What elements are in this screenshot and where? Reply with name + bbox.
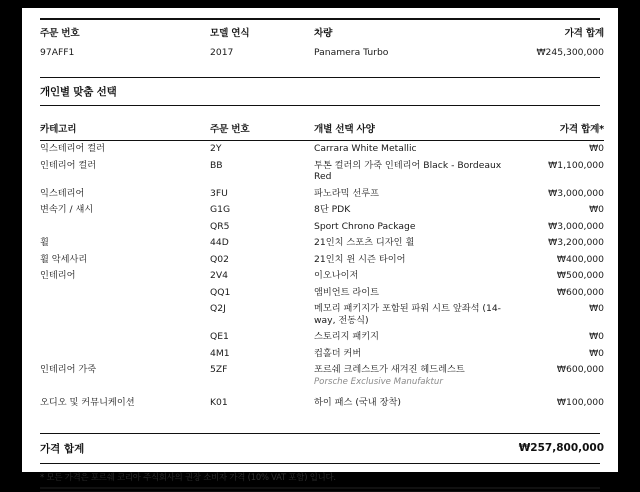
row-code: BB xyxy=(210,159,223,171)
row-option: Carrara White Metallic xyxy=(314,143,417,154)
summary-vehicle: Panamera Turbo xyxy=(314,46,389,58)
table-row xyxy=(40,141,604,158)
options-table xyxy=(40,116,604,411)
row-category: 인테리어 xyxy=(40,270,76,281)
row-category: 익스테리어 컬러 xyxy=(40,143,106,154)
row-price: ₩0 xyxy=(589,347,604,359)
row-price: ₩600,000 xyxy=(556,286,604,298)
summary-header-model-year: 모델 연식 xyxy=(210,28,250,39)
row-option xyxy=(314,362,504,390)
footnote: * 모든 가격은 포르쉐 코리아 주식회사의 권장 소비자 가격 (10% VAT 포함) 입니다. xyxy=(40,471,336,482)
total-value: ₩257,800,000 xyxy=(518,442,605,455)
options-header-row xyxy=(40,116,604,140)
row-code: 5ZF xyxy=(210,364,228,375)
row-option: 파노라믹 선루프 xyxy=(314,187,380,199)
row-option: 21인치 윈 시즌 타이어 xyxy=(314,253,406,265)
row-price: ₩0 xyxy=(589,331,604,342)
table-row xyxy=(40,268,604,285)
row-option: 컵홀더 커버 xyxy=(314,347,362,359)
row-option: 메모리 패키지가 포함된 파워 시트 앞좌석 (14-way, 전동식) xyxy=(314,303,501,326)
row-code: K01 xyxy=(210,396,228,408)
summary-value-row xyxy=(40,44,604,61)
options-header-option: 개별 선택 사양 xyxy=(314,123,375,135)
row-option: 투톤 컬러의 가죽 인테리어 Black - Bordeaux Red xyxy=(314,159,502,182)
row-option: 하이 패스 (국내 장착) xyxy=(314,396,401,408)
summary-header-vehicle: 차량 xyxy=(314,28,333,39)
row-option-text: 포르쉐 크레스트가 새겨진 헤드레스트 xyxy=(314,364,465,375)
table-row xyxy=(40,301,604,329)
row-code: Q2J xyxy=(210,303,226,314)
bottom-divider-thick xyxy=(40,487,600,489)
row-code: QR5 xyxy=(210,220,230,232)
row-price: ₩100,000 xyxy=(556,396,604,408)
summary-order-number: 97AFF1 xyxy=(40,46,75,58)
document-body xyxy=(22,8,618,482)
row-category xyxy=(40,329,210,346)
total-label: 가격 합계 xyxy=(40,442,85,455)
row-category xyxy=(40,345,210,362)
bottom-rules xyxy=(40,487,600,492)
section-title: 개인별 맞춤 선택 xyxy=(40,85,117,98)
row-category xyxy=(40,301,210,329)
row-price: ₩3,200,000 xyxy=(548,237,604,248)
row-category: 오디오 및 커뮤니케이션 xyxy=(40,396,135,408)
summary-table xyxy=(40,20,604,61)
total-row xyxy=(40,434,604,463)
row-price: ₩600,000 xyxy=(556,364,604,375)
row-category: 익스테리어 xyxy=(40,187,85,199)
options-header-category: 카테고리 xyxy=(40,123,77,135)
options-header-code: 주문 번호 xyxy=(210,123,250,135)
summary-header-row xyxy=(40,20,604,44)
section-gap xyxy=(40,106,600,116)
row-price: ₩0 xyxy=(589,204,604,215)
row-code: 4M1 xyxy=(210,347,230,359)
table-row xyxy=(40,202,604,219)
row-category xyxy=(40,218,210,235)
row-price: ₩3,000,000 xyxy=(548,187,604,199)
row-price: ₩3,000,000 xyxy=(548,220,604,232)
summary-header-order-number: 주문 번호 xyxy=(40,28,80,39)
row-category: 인테리어 가죽 xyxy=(40,364,97,375)
table-row xyxy=(40,362,604,390)
row-option-subnote: Porsche Exclusive Manufaktur xyxy=(314,376,443,387)
table-row xyxy=(40,157,604,185)
row-code: Q02 xyxy=(210,253,229,265)
summary-header-total-price: 가격 합계 xyxy=(564,28,604,39)
total-table xyxy=(40,434,604,463)
row-option: 앰비언트 라이트 xyxy=(314,286,380,298)
row-option: 21인치 스포츠 디자인 휠 xyxy=(314,237,415,248)
row-code: 3FU xyxy=(210,187,228,199)
row-code: QQ1 xyxy=(210,286,231,298)
document-page xyxy=(22,8,618,482)
row-category: 휠 xyxy=(40,237,49,248)
options-header-price: 가격 합계* xyxy=(559,123,604,135)
row-category: 인테리어 컬러 xyxy=(40,159,97,171)
row-code: G1G xyxy=(210,204,231,215)
summary-model-year: 2017 xyxy=(210,46,234,58)
table-row xyxy=(40,235,604,252)
row-code: QE1 xyxy=(210,331,229,342)
table-row xyxy=(40,284,604,301)
row-code: 44D xyxy=(210,237,229,248)
table-row xyxy=(40,218,604,235)
summary-total-price: ₩245,300,000 xyxy=(536,46,604,58)
row-price: ₩1,100,000 xyxy=(548,159,604,171)
row-category: 휠 악세사리 xyxy=(40,253,88,265)
options-gap xyxy=(40,411,600,433)
row-code: 2Y xyxy=(210,143,222,154)
row-category xyxy=(40,284,210,301)
table-row xyxy=(40,185,604,202)
table-row xyxy=(40,329,604,346)
row-code: 2V4 xyxy=(210,270,228,281)
row-option: Sport Chrono Package xyxy=(314,220,416,232)
row-price: ₩400,000 xyxy=(556,253,604,265)
summary-gap xyxy=(40,61,600,77)
row-price: ₩0 xyxy=(589,143,604,154)
row-option: 이오나이저 xyxy=(314,270,359,281)
table-row xyxy=(40,345,604,362)
row-price: ₩0 xyxy=(589,303,604,314)
row-category: 변속기 / 섀시 xyxy=(40,204,94,215)
table-row xyxy=(40,251,604,268)
row-option: 8단 PDK xyxy=(314,204,351,215)
row-price: ₩500,000 xyxy=(556,270,604,281)
table-row xyxy=(40,390,604,411)
row-option: 스토리지 패키지 xyxy=(314,331,380,342)
